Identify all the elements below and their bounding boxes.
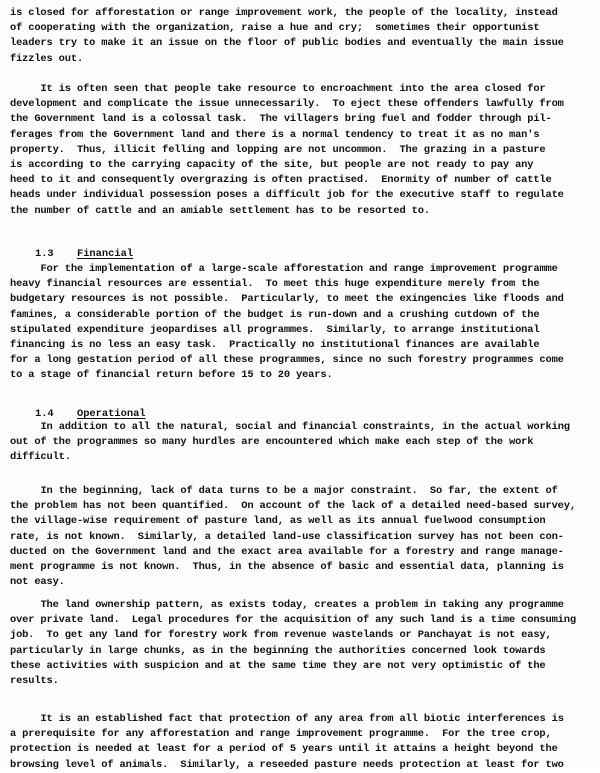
paragraph-land-ownership: The land ownership pattern, as exists today, creates a problem in taking any programme over private land. Legal procedures for the acquisition of any such land is a time consuming job. To get any land for forestry work from revenue wastelands or Panchayat is not easy, particularly in large chunks, as in the beginning the authorities concerned look towards these activities with suspicion and at the same time they are not very optimistic of the results. — [10, 599, 576, 688]
section-number: 1.4 — [34, 408, 54, 421]
section-title: Operational — [76, 408, 146, 421]
paragraph-operational: In addition to all the natural, social and financial constraints, in the actual working out of the programmes so many hurdles are encountered which make each step of the work difficult. — [10, 421, 570, 464]
paragraph-lack-of-data: In the beginning, lack of data turns to be a major constraint. So far, the extent of the problem has not been quantified. On account of the lack of a detailed need-based survey, the village-wise requirement of pasture land, as well as its annual fuelwood consumption rate, is not known. Similarly, a detailed land-use classification survey has not been con- ducted on the Government land and the exact area available for a forestry and range manage- ment programme is not known. Thus, in the absence of basic and essential data, planning is not easy. — [10, 485, 576, 589]
paragraph-protection: It is an established fact that protection of any area from all biotic interferences is a prerequisite for any afforestation and range improvement programme. For the tree crop, protection is needed at least for a period of 5 years until it attains a height beyond the browsing level of animals. Similarly, a reseeded pasture needs protection at least for two — [10, 713, 564, 771]
paragraph-encroachment: It is often seen that people take resource to encroachment into the area closed for development and complicate the issue unnecessarily. To eject these offenders lawfully from the Government land is a colossal task. The villagers bring fuel and fodder through pil- ferages from the Government land and there is a normal tendency to treat it as no man's property. Thus, illicit felling and lopping are not uncommon. The grazing in a pasture is according to the carrying capacity of the site, but people are not ready to pay any heed to it and consequently overgrazing is often practised. Enormity of number of cattle heads under individual possession poses a difficult job for the executive staff to regulate the number of cattle and an amiable settlement has to be resorted to. — [10, 83, 564, 217]
section-number: 1.3 — [34, 248, 54, 261]
section-title: Financial — [76, 248, 134, 261]
paragraph-intro: is closed for afforestation or range improvement work, the people of the locality, instead of cooperating with the organization, raise a hue and cry; sometimes their opportunist leaders try to make it an issue on the floor of public bodies and eventually the main issue fizzles out. — [10, 7, 564, 65]
paragraph-financial: For the implementation of a large-scale afforestation and range improvement programme heavy financial resources are essential. To meet this huge expenditure merely from the budgetary resources is not possible. Particularly, to meet the exingencies like floods and famines, a considerable portion of the budget is run-down and a crushing cutdown of the stipulated expenditure jeopardises all programmes. Similarly, to arrange institutional financing is no less an easy task. Practically no institutional finances are available for a long gestation period of all these programmes, since no such forestry programmes come to a stage of financial return before 15 to 20 years. — [10, 263, 564, 382]
